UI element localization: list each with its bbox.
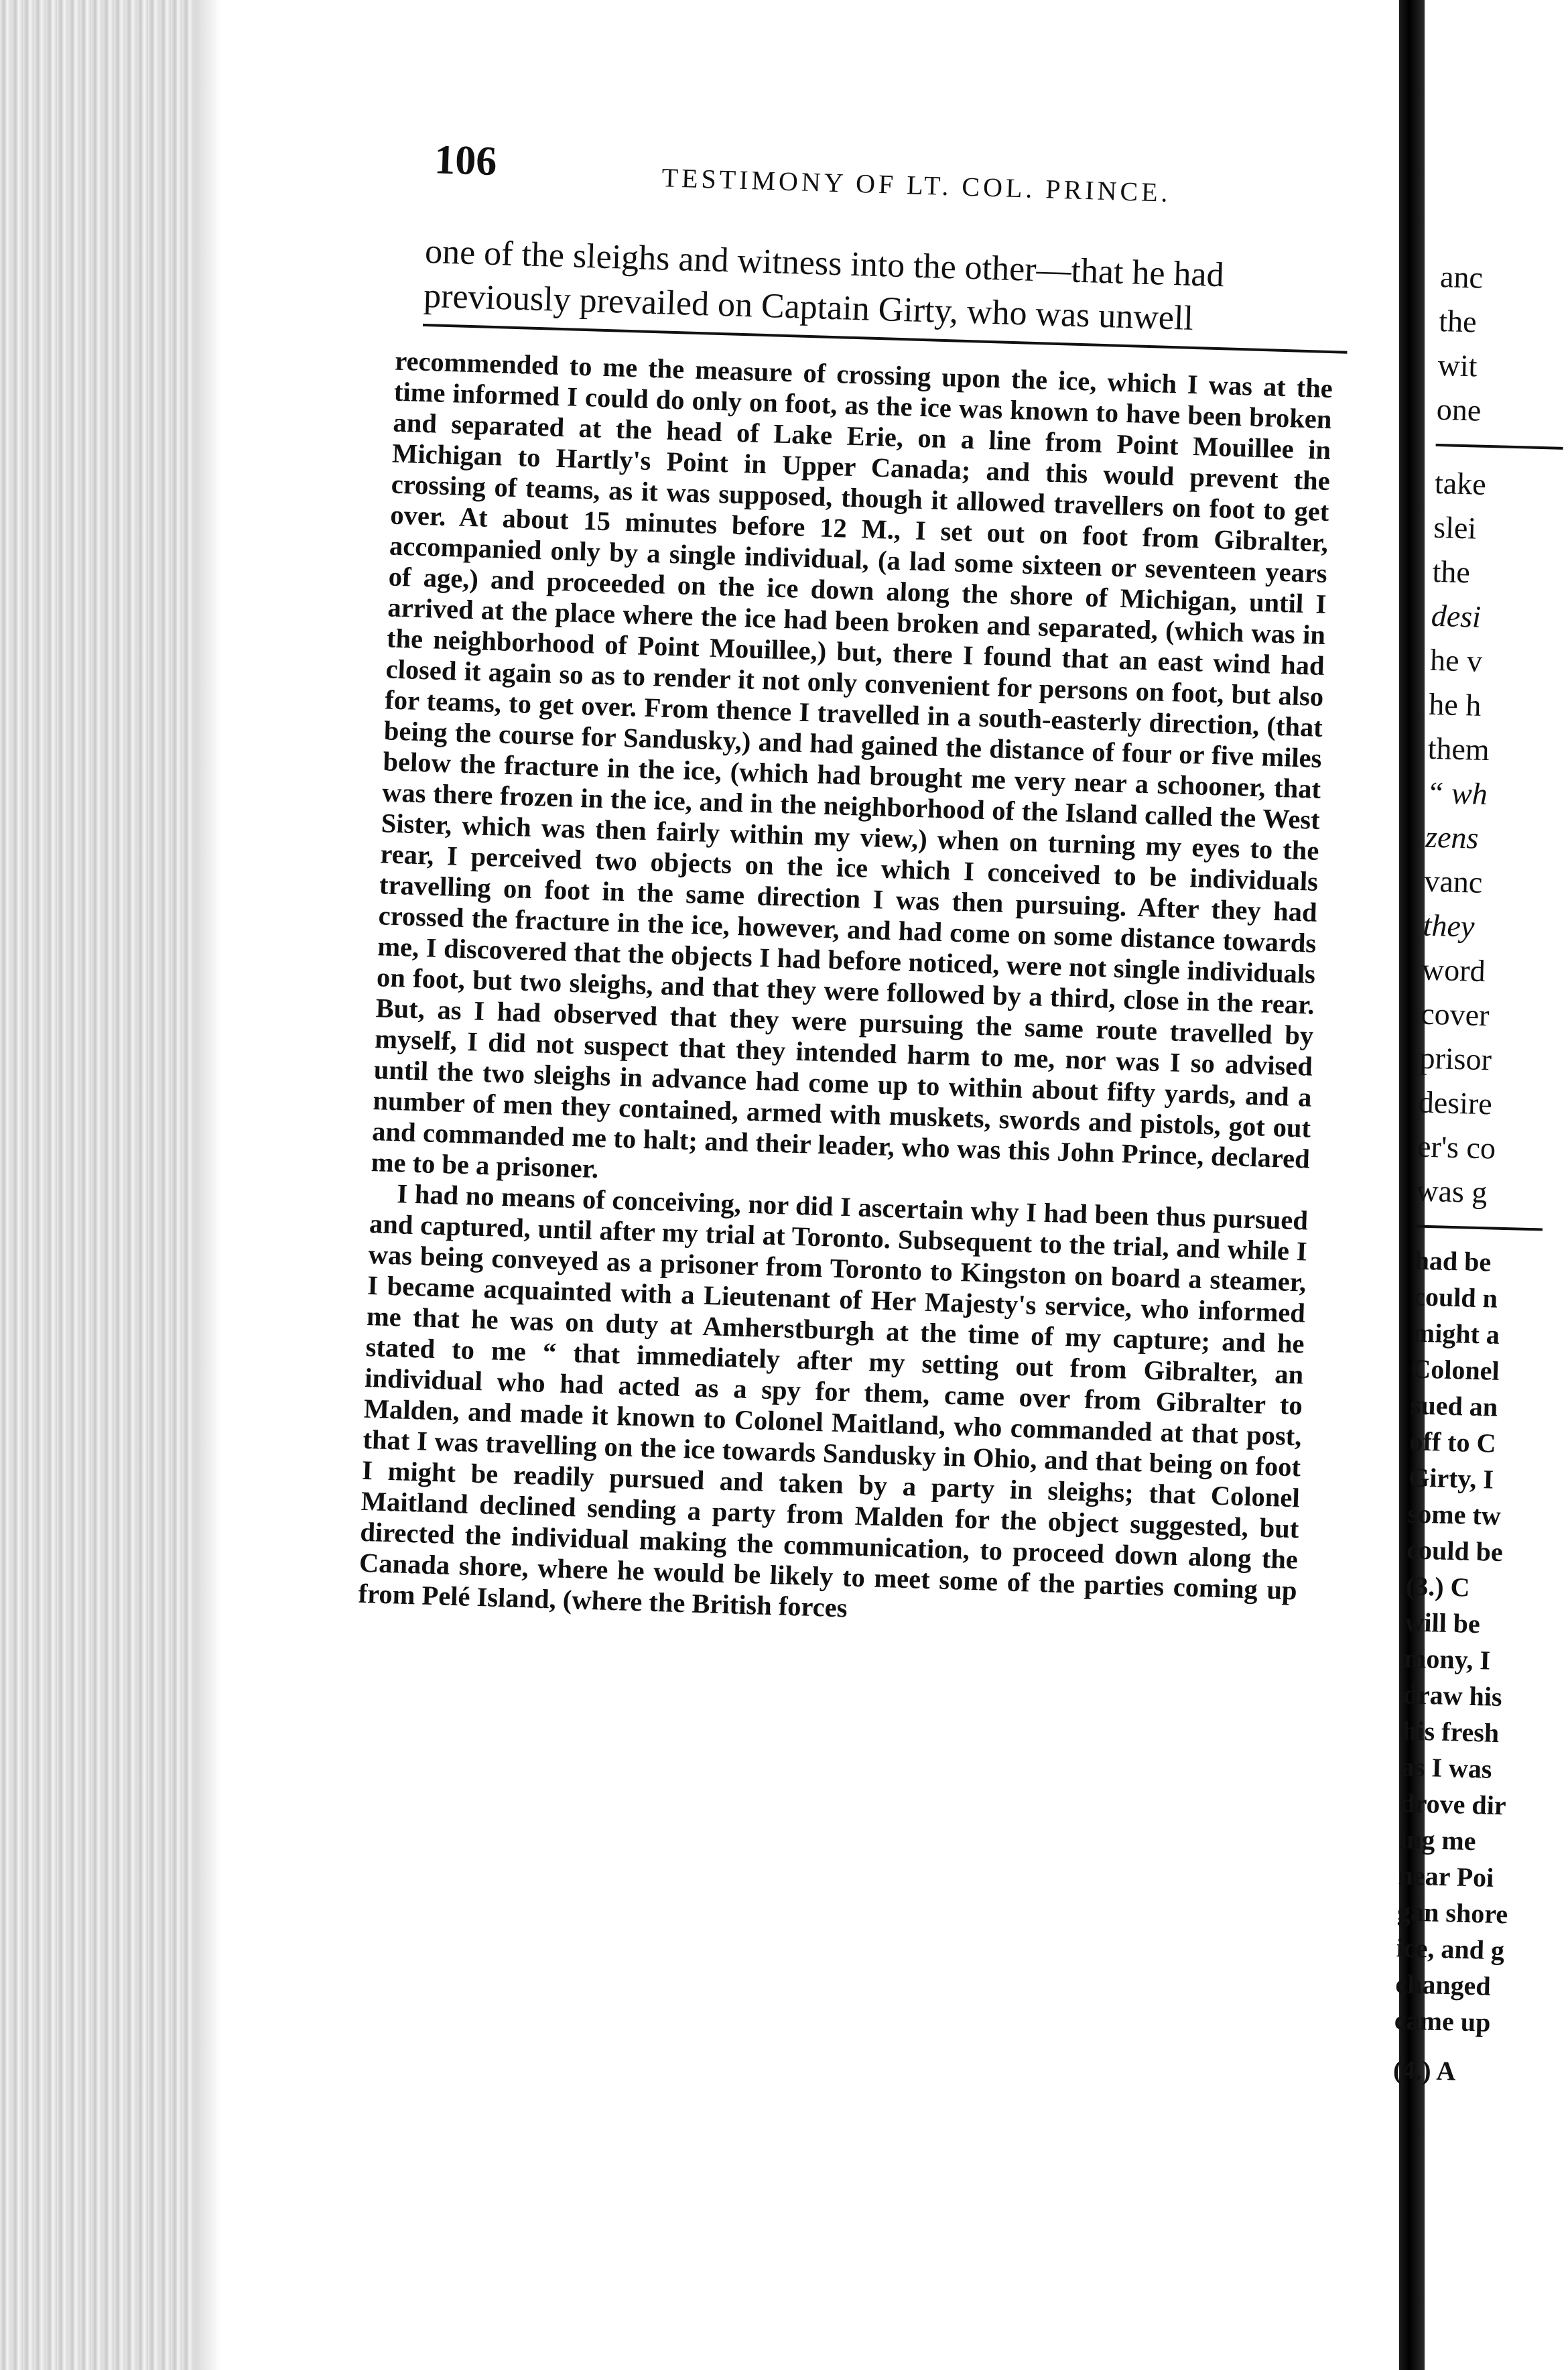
fragment-line: as I was bbox=[1400, 1751, 1493, 1784]
fragment-line: might a bbox=[1412, 1317, 1500, 1350]
fragment-line: desi bbox=[1431, 598, 1482, 634]
fragment-line: sued an bbox=[1410, 1389, 1498, 1422]
fragment-line: (3.) C bbox=[1405, 1570, 1471, 1603]
fragment-line: he h bbox=[1428, 686, 1482, 723]
paragraph: I had no means of conceiving, nor did I ascertain why I had been thus pursued and captured, until after my trial at Toronto. Subsequent to the trial, and while I was being conveyed as a prisoner from Toronto to Kingston on board a steamer, I became acquainted with a Lieutenant of Her Majesty's service, who informed me that he was on duty at Amherstburgh at the time of my capture; and he stated to me “ that immediately after my setting out from Gibralter, an individual who had acted as a spy for them, came over from Gibralter to Malden, and made it known to Colonel Maitland, who commanded at that post, that I was travelling on the ice towards Sandusky in Ohio, and that being on foot I might be readily pursued and taken by a party in sleighs; that Colonel Maitland declined sending a party from Malden for the object suggested, but directed the individual making the communication, to proceed down along the Canada shore, where he would be likely to meet some of the parties coming up from Pelé Island, (where the British forces bbox=[358, 1178, 1309, 1623]
fragment-line: he v bbox=[1429, 642, 1483, 678]
fragment-line: one bbox=[1436, 391, 1482, 428]
fragment-line: slei bbox=[1433, 509, 1477, 546]
fragment-line: his fresh bbox=[1401, 1715, 1500, 1749]
fragment-line: word bbox=[1421, 952, 1486, 989]
fragment-line: ing me bbox=[1398, 1824, 1477, 1857]
fragment-line: gan shore bbox=[1396, 1896, 1508, 1930]
fragment-line: the bbox=[1431, 554, 1471, 590]
body-text bbox=[358, 346, 1333, 1637]
left-page bbox=[297, 121, 1367, 2348]
fragment-line: draw his bbox=[1402, 1679, 1503, 1712]
fragment-line: Colonel bbox=[1411, 1353, 1500, 1386]
fragment-line: prisor bbox=[1419, 1040, 1492, 1077]
fragment-line: will be bbox=[1404, 1607, 1481, 1639]
fragment-line: near Poi bbox=[1398, 1860, 1494, 1893]
fragment-line: mony, I bbox=[1403, 1643, 1491, 1676]
fragment-rule bbox=[1415, 1225, 1543, 1231]
fragment-line: Girty, I bbox=[1408, 1462, 1494, 1495]
fragment-rule bbox=[1436, 444, 1563, 450]
fragment-line: (4.) A bbox=[1392, 2054, 1456, 2086]
fragment-line: anc bbox=[1439, 259, 1484, 295]
fragment-line: them bbox=[1427, 731, 1490, 767]
running-title: TESTIMONY OF LT. COL. PRINCE. bbox=[661, 162, 1172, 208]
fragment-line: was g bbox=[1415, 1173, 1488, 1210]
fragment-line: came up bbox=[1394, 2005, 1491, 2038]
fragment-line: off to C bbox=[1409, 1426, 1497, 1458]
fragment-line: some tw bbox=[1407, 1498, 1502, 1531]
fragment-line: “ wh bbox=[1426, 775, 1488, 812]
lead-line: previously prevailed on Captain Girty, who was unwell bbox=[423, 276, 1194, 338]
running-head bbox=[359, 121, 1366, 237]
fragment-line: cover bbox=[1420, 996, 1490, 1033]
fragment-line: wit bbox=[1437, 347, 1478, 383]
fragment-line: could be bbox=[1406, 1534, 1504, 1568]
fragment-line: zens bbox=[1425, 819, 1480, 855]
fragment-line: desire bbox=[1418, 1084, 1493, 1121]
fragment-line: ice, and g bbox=[1396, 1932, 1505, 1966]
fragment-line: take bbox=[1434, 465, 1487, 501]
fragment-line: vanc bbox=[1423, 863, 1484, 899]
fragment-line: er's co bbox=[1417, 1129, 1496, 1166]
fragment-line: the bbox=[1438, 303, 1478, 339]
fragment-line: could n bbox=[1413, 1281, 1498, 1314]
fragment-line: changed bbox=[1394, 1969, 1492, 2001]
page-number: 106 bbox=[434, 137, 498, 184]
paragraph: recommended to me the measure of crossing upon the ice, which I was at the time informed I could do only on foot, as the ice was known to have been broken and separated at the head of Lake Erie, on a line from Point Mouillee in Michigan to Hartly's Point in Upper Canada; and this would prevent the crossing of teams, as it was supposed, though it allowed travellers on foot to get over. At about 15 minutes before 12 M., I set out on foot from Gibralter, accompanied only by a single individual, (a lad some sixteen or seventeen years of age,) and proceeded on the ice down along the shore of Michigan, until I arrived at the place where the ice had been broken and separated, (which was in the neighborhood of Point Mouillee,) but, there I found that an east wind had closed it again so as to render it not only convenient for persons on foot, but also for teams, to get over. From thence I travelled in a south-easterly direction, (that being the course for Sandusky,) and had gained the distance of four or five miles below the fracture in the ice, (which had brought me very near a schooner, that was there frozen in the ice, and in the neighborhood of the Island called the West Sister, which was then fairly within my view,) when on turning my eyes to the rear, I perceived two objects on the ice which I conceived to be individuals travelling on foot in the same direction I was then pursuing. After they had crossed the fracture in the ice, however, and had come on some distance towards me, I discovered that the objects I had before noticed, were not single individuals on foot, but two sleighs, and that they were followed by a third, close in the rear. But, as I had observed that they were pursuing the same route travelled by myself, I did not suspect that they intended harm to me, nor was I so advised until the two sleighs in advance had come up to within about fifty yards, and a number of men they contained, armed with muskets, swords and pistols, got out and commanded me to halt; and their leader, who was this John Prince, declared me to be a prisoner. bbox=[371, 345, 1333, 1184]
fragment-line: drove dir bbox=[1399, 1788, 1507, 1821]
lead-line: one of the sleighs and witness into the other—that he had bbox=[424, 232, 1225, 295]
book-page-edge bbox=[0, 0, 194, 2370]
fragment-line: had be bbox=[1414, 1245, 1492, 1277]
fragment-line: they bbox=[1423, 908, 1476, 944]
